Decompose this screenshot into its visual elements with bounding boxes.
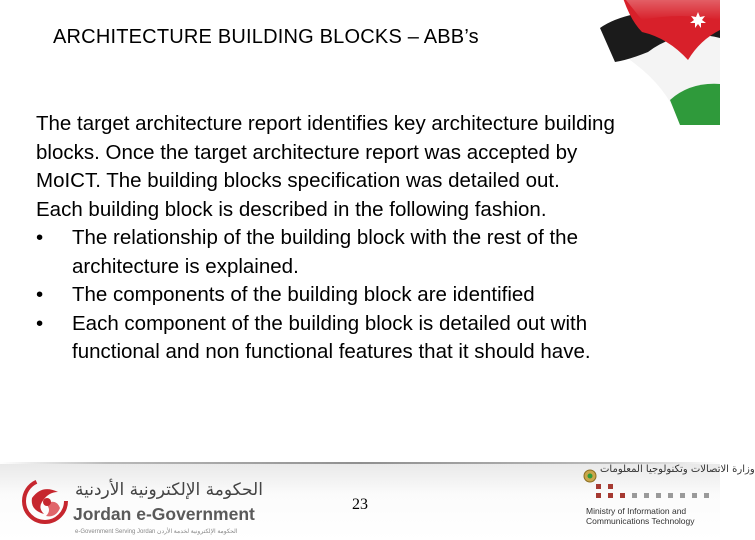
ministry-name-line: Ministry of Information and [586, 506, 687, 516]
slide-footer [0, 462, 755, 540]
ministry-logo-grid [596, 484, 714, 504]
jordan-egov-logo-icon [22, 478, 68, 524]
jordan-egov-tagline: e-Government Serving Jordan الحكومة الإلكترونية لخدمة الأردن [75, 529, 238, 535]
bullet-text: Each component of the building block is detailed out with [72, 311, 588, 335]
slide-body [36, 110, 716, 367]
bullet-text: The relationship of the building block with the rest of the [72, 226, 578, 249]
bullet-text: The components of the building block are identified [72, 283, 535, 306]
jordan-flag-icon [570, 0, 720, 125]
bullet-item [36, 224, 716, 281]
jordan-egov-name: Jordan e-Government [73, 504, 255, 524]
paragraph-line: blocks. Once the target architecture report was accepted by [36, 140, 578, 164]
ministry-english-name [586, 506, 695, 526]
bullet-symbol: • [36, 311, 44, 335]
slide-title: ARCHITECTURE BUILDING BLOCKS – ABB’s [53, 26, 479, 48]
bullet-text: functional and non functional features that it should have. [72, 340, 591, 363]
bullet-item [36, 281, 716, 310]
jordan-egov-arabic-name: الحكومة الإلكترونية الأردنية [75, 480, 263, 500]
ministry-name-line: Communications Technology [586, 516, 695, 526]
bullet-symbol: • [36, 283, 44, 306]
page-number: 23 [352, 496, 368, 513]
bullet-item [36, 310, 716, 367]
paragraph-line: MoICT. The building blocks specification was detailed out. [36, 169, 560, 192]
bullet-text: architecture is explained. [72, 254, 299, 278]
paragraph-line: The target architecture report identifies key architecture building [36, 112, 615, 135]
bullet-symbol: • [36, 226, 44, 249]
paragraph-line: Each building block is described in the following fashion. [36, 197, 547, 221]
crest-icon [583, 469, 597, 483]
ministry-arabic-name: وزارة الاتصالات وتكنولوجيا المعلومات [600, 464, 755, 475]
